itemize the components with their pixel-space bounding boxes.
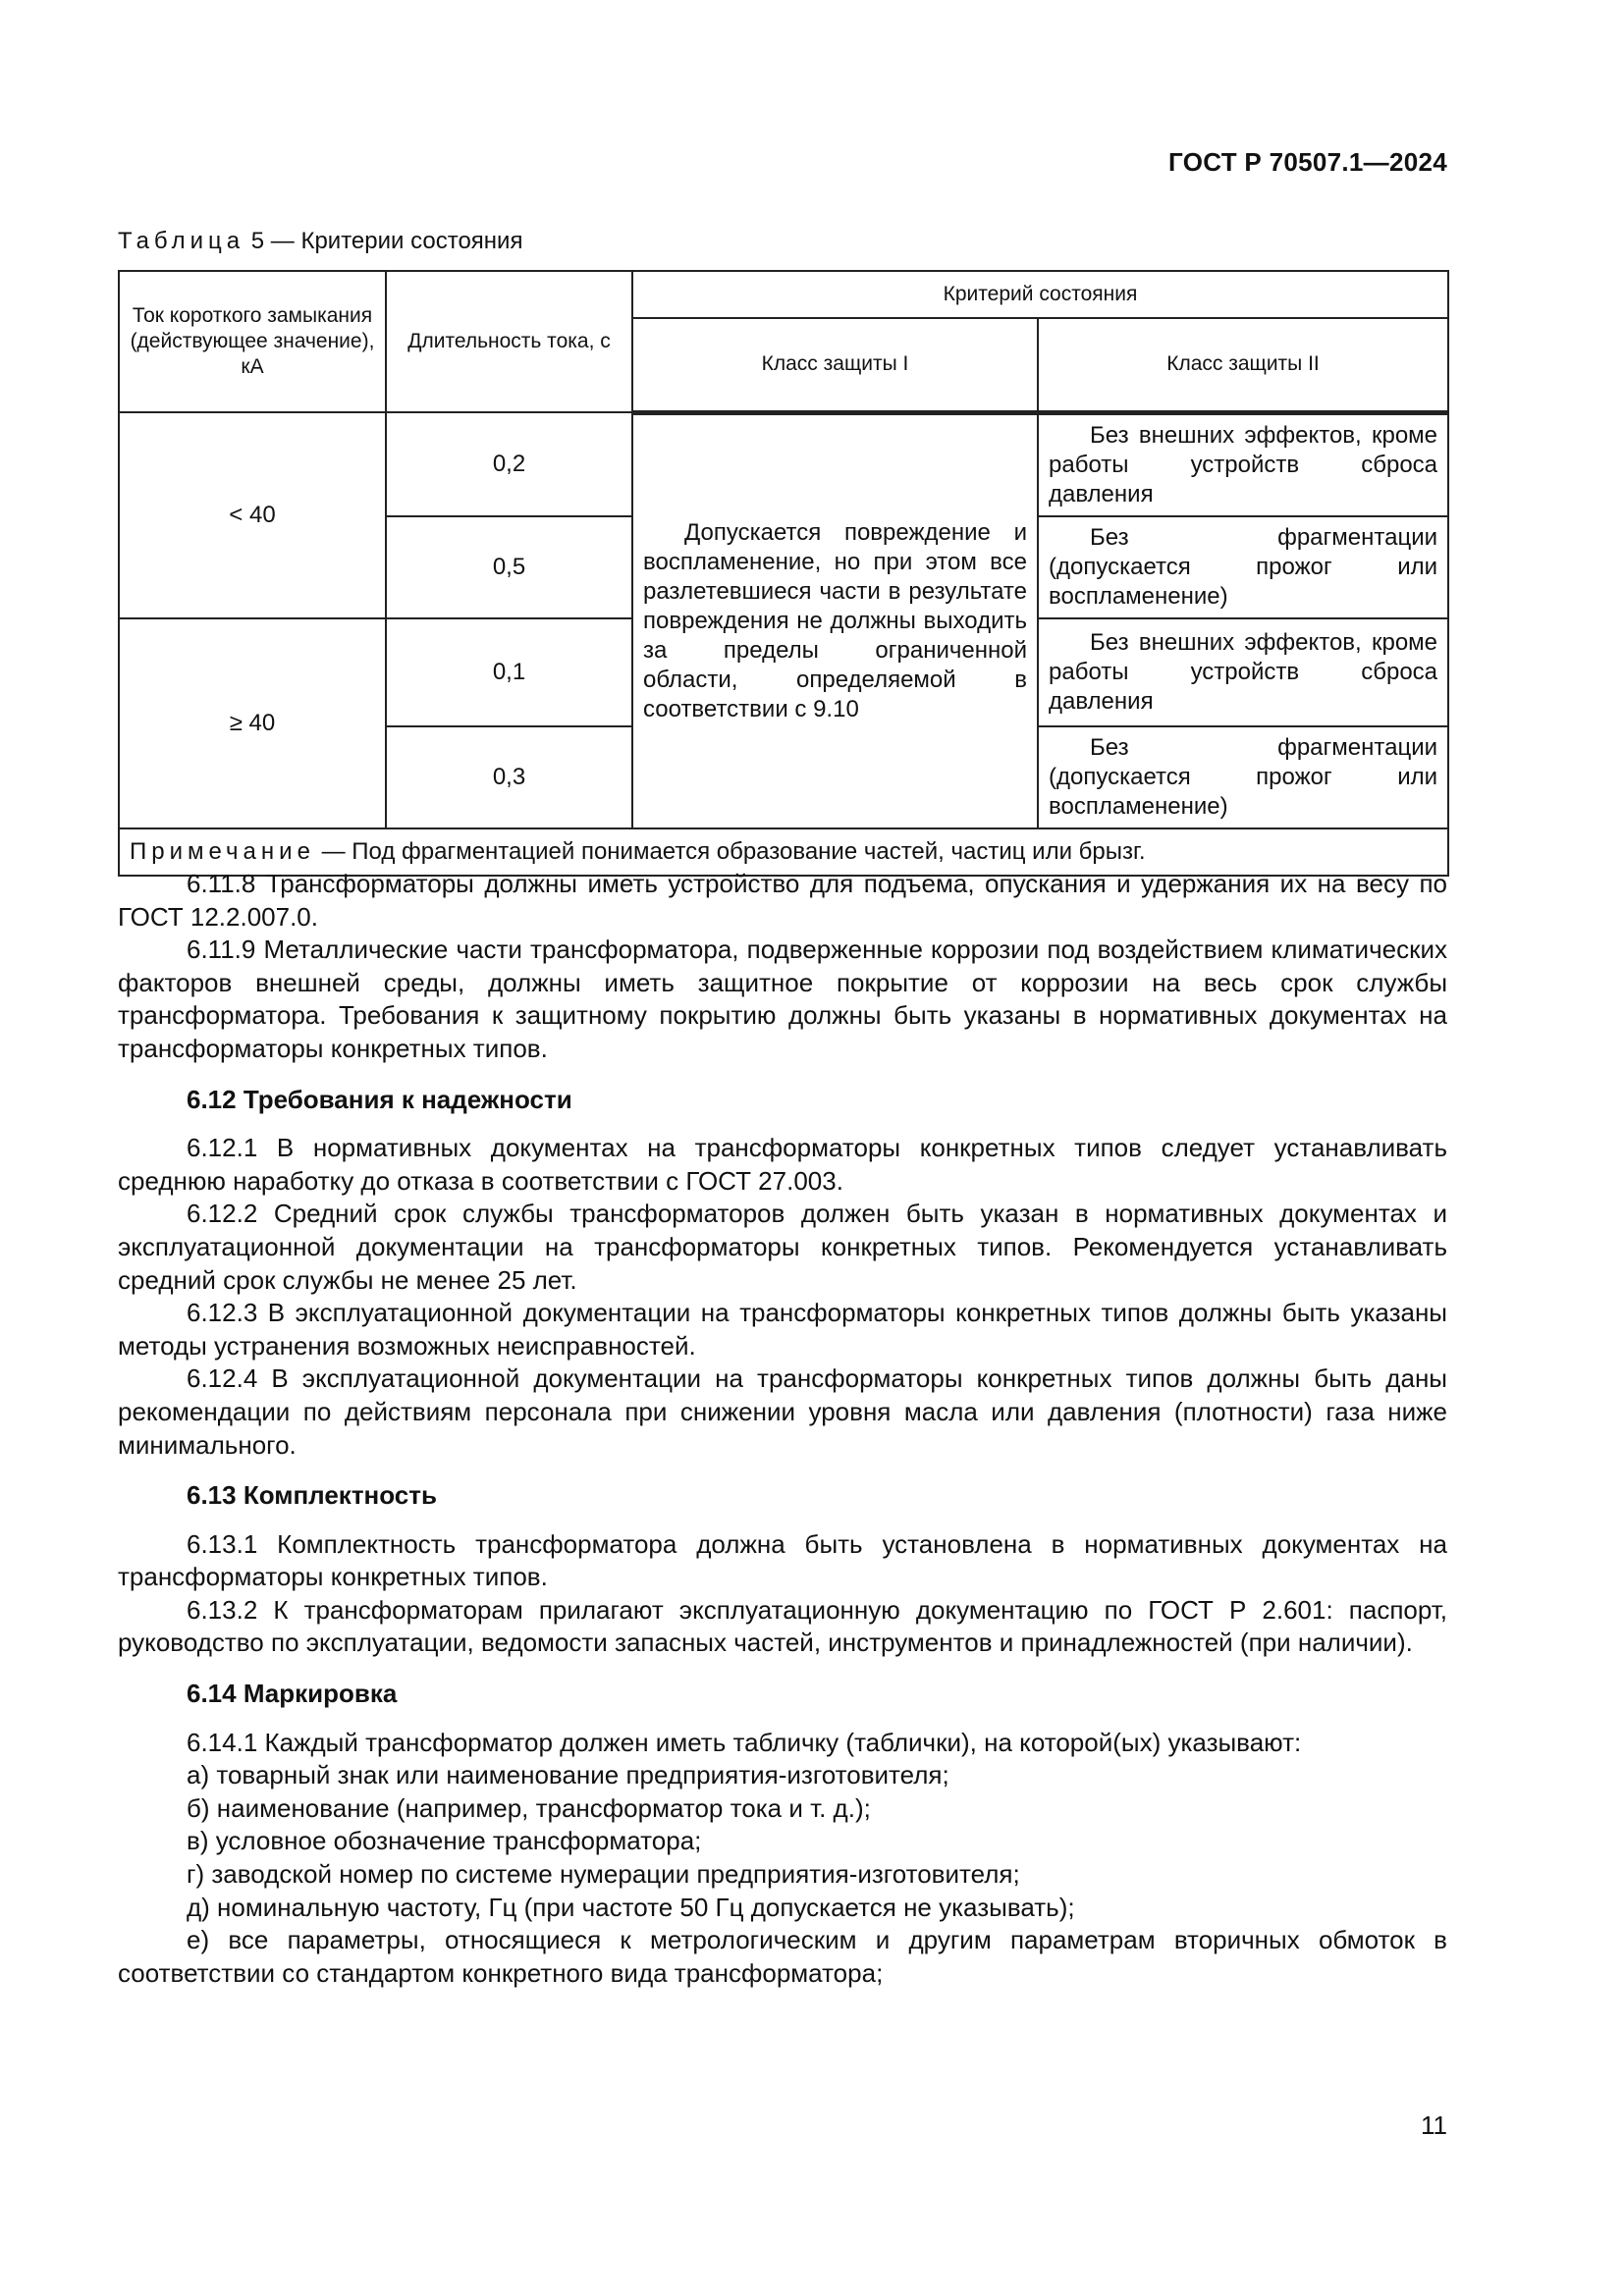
- criteria-table: [118, 270, 1449, 877]
- paragraph-6-14-1: 6.14.1 Каждый трансформатор должен иметь табличку (таблички), на которой(ых) указывают:: [187, 1727, 1302, 1757]
- page-number: 11: [1421, 2110, 1447, 2140]
- class-2-criterion-cell: Без внешних эффектов, кроме работы устройств сброса давления: [1038, 618, 1448, 726]
- list-item: а) товарный знак или наименование предприятия-изготовителя;: [187, 1760, 949, 1790]
- document-code: ГОСТ Р 70507.1—2024: [1168, 147, 1447, 177]
- list-item: е) все параметры, относящиеся к метрологическим и другим параметрам вторичных обмоток в соответствии со стандартом конкретного вида трансформатора;: [118, 1925, 1447, 1988]
- note-label: Примечание: [130, 838, 315, 865]
- note-text: — Под фрагментацией понимается образование частей, частиц или брызг.: [321, 838, 1146, 865]
- list-item: в) условное обозначение трансформатора;: [187, 1826, 702, 1856]
- paragraph-6-13-2: 6.13.2 К трансформаторам прилагают эксплуатационную документацию по ГОСТ Р 2.601: паспорт, руководство по эксплуатации, ведомости запасных частей, инструментов и принадлежностей (при наличии).: [118, 1594, 1447, 1658]
- class-2-criterion-cell: Без внешних эффектов, кроме работы устройств сброса давления: [1038, 412, 1448, 516]
- table-caption-text: 5 — Критерии состояния: [250, 228, 523, 254]
- class-2-criterion-cell: Без фрагментации (допускается прожог или воспламенение): [1038, 726, 1448, 828]
- current-cell: < 40: [119, 412, 386, 618]
- paragraph-6-12-3: 6.12.3 В эксплуатационной документации на трансформаторы конкретных типов должны быть указаны методы устранения возможных неисправностей.: [118, 1298, 1447, 1361]
- table-caption-label: Таблица: [118, 228, 245, 254]
- duration-cell: 0,2: [386, 412, 632, 516]
- header-current: Ток короткого замыкания (действующее значение), кА: [119, 271, 386, 412]
- current-cell: ≥ 40: [119, 618, 386, 828]
- duration-cell: 0,5: [386, 516, 632, 618]
- table-row: [119, 412, 1448, 516]
- paragraph-6-12-2: 6.12.2 Средний срок службы трансформаторов должен быть указан в нормативных документах и эксплуатационной документации на трансформаторы конкретных типов. Рекомендуется устанавливать средний срок службы не менее 25 лет.: [118, 1199, 1447, 1295]
- header-criterion: Критерий состояния: [632, 271, 1448, 318]
- paragraph-6-12-4: 6.12.4 В эксплуатационной документации на трансформаторы конкретных типов должны быть даны рекомендации по действиям персонала при снижении уровня масла или давления (плотности) газа ниже минимального.: [118, 1363, 1447, 1460]
- paragraph-6-11-8: 6.11.8 Трансформаторы должны иметь устройство для подъема, опускания и удержания их на весу по ГОСТ 12.2.007.0.: [118, 869, 1447, 932]
- body-text: [118, 868, 1447, 1990]
- list-item: б) наименование (например, трансформатор тока и т. д.);: [187, 1792, 871, 1823]
- list-item: г) заводской номер по системе нумерации предприятия-изготовителя;: [187, 1859, 1020, 1890]
- duration-cell: 0,3: [386, 726, 632, 828]
- section-heading-6-12: 6.12 Требования к надежности: [187, 1084, 572, 1114]
- class-2-criterion-cell: Без фрагментации (допускается прожог или воспламенение): [1038, 516, 1448, 618]
- header-class-2: Класс защиты II: [1038, 318, 1448, 412]
- table-caption: [118, 228, 522, 255]
- class-1-criterion-cell: Допускается повреждение и воспламенение, но при этом все разлетевшиеся части в результате повреждения не должны выходить за пределы ограниченной области, определяемой в соответствии с 9.10: [632, 412, 1038, 828]
- duration-cell: 0,1: [386, 618, 632, 726]
- section-heading-6-13: 6.13 Комплектность: [187, 1480, 437, 1511]
- paragraph-6-13-1: 6.13.1 Комплектность трансформатора должна быть установлена в нормативных документах на трансформаторы конкретных типов.: [118, 1528, 1447, 1592]
- header-duration: Длительность тока, с: [386, 271, 632, 412]
- section-heading-6-14: 6.14 Маркировка: [187, 1679, 398, 1709]
- paragraph-6-12-1: 6.12.1 В нормативных документах на трансформаторы конкретных типов следует устанавливать среднюю наработку до отказа в соответствии с ГОСТ 27.003.: [118, 1133, 1447, 1196]
- header-class-1: Класс защиты I: [632, 318, 1038, 412]
- list-item: д) номинальную частоту, Гц (при частоте 50 Гц допускается не указывать);: [187, 1892, 1075, 1922]
- paragraph-6-11-9: 6.11.9 Металлические части трансформатора, подверженные коррозии под воздействием климатических факторов внешней среды, должны иметь защитное покрытие от коррозии на весь срок службы трансформатора. Требования к защитному покрытию должны быть указаны в нормативных документах на трансформаторы конкретных типов.: [118, 934, 1447, 1063]
